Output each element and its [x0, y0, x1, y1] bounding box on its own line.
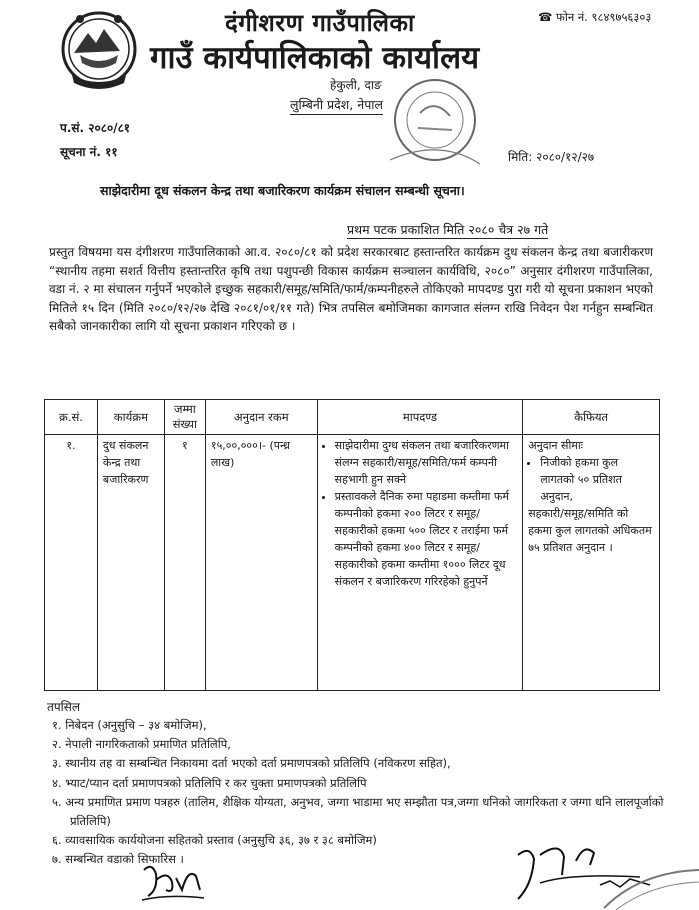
- reference-number: प.सं. २०८०/८१: [60, 121, 131, 135]
- annex-item: ४. भ्याट/प्यान दर्ता प्रमाणपत्रको प्रतिलिपि र कर चुक्ता प्रमाणपत्रको प्रतिलिपि: [52, 775, 367, 790]
- criteria-item: • प्रस्तावकले दैनिक रुमा पहाडमा कम्तीमा फर्म कम्पनीको हकमा २०० लिटर र समूह/सहकारीको हकमा ५०० लिटर र तराईमा फर्म कम्पनीको हकमा ४०० लिटर र समूह/सहकारीको हकमा कम्तीमा १००० लिटर दूध संकलन र बजारिकरण गरिरहेको हुनुपर्ने: [335, 488, 518, 590]
- notice-date: मिति: २०८०/१२/२७: [508, 150, 595, 164]
- office-name: गाउँ कार्यपालिकाको कार्यालय: [150, 40, 480, 76]
- row-amount: १५,००,०००।- (पन्ध्र लाख): [205, 435, 317, 691]
- phone-number: ☎ फोन नं. ९८४९७५६३०३: [538, 10, 652, 24]
- published-date: प्रथम पटक प्रकाशित मिति २०८० चैत्र २७ गते: [347, 222, 549, 237]
- annex-item: ७. सम्बन्धित वडाको सिफारिस ।: [52, 852, 184, 867]
- annex-item: ६. व्यावसायिक कार्ययोजना सहितको प्रस्ताव (अनुसुचि ३६, ३७ र ३८ बमोजिम): [52, 833, 377, 848]
- notice-number: सूचना नं. ११: [60, 145, 118, 159]
- remarks-heading: अनुदान सीमाः: [528, 439, 583, 452]
- municipality-name: दंगीशरण गाउँपालिका: [225, 9, 415, 37]
- annex-item: ३. स्थानीय तह वा सम्बन्धित निकायमा दर्ता भएको दर्ता प्रमाणपत्रको प्रतिलिपि (नविकरण सहित),: [52, 756, 451, 771]
- row-criteria: [317, 435, 523, 691]
- row-remarks: [523, 435, 660, 691]
- row-sn: १.: [45, 435, 98, 691]
- annex-title: तपसिल: [47, 700, 81, 714]
- header-remarks: कैफियत: [523, 400, 660, 435]
- nepal-emblem-logo: [58, 5, 140, 95]
- header-program: कार्यक्रम: [97, 400, 164, 435]
- table-header-row: [45, 400, 660, 435]
- header-sn: क्र.सं.: [45, 400, 98, 435]
- notice-subject: साझेदारीमा दूध संकलन केन्द्र तथा बजारिकरण कार्यक्रम संचालन सम्बन्धी सूचना।: [100, 183, 465, 198]
- office-stamp: [380, 68, 490, 173]
- remarks-item: सहकारी/समूह/समिति को हकमा कुल लागतको अधिकतम ७५ प्रतिशत अनुदान ।: [528, 507, 652, 554]
- table-row: [45, 435, 660, 691]
- annex-item: २. नेपाली नागरिकताको प्रमाणित प्रतिलिपि,: [52, 737, 231, 752]
- program-table: [44, 399, 660, 691]
- signature-left: [138, 860, 208, 906]
- remarks-item: • निजीको हकमा कुल लागतको ५० प्रतिशत अनुदान,: [540, 454, 654, 505]
- address-line-2: लुम्बिनी प्रदेश, नेपाल: [290, 96, 383, 115]
- header-criteria: मापदण्ड: [317, 400, 523, 435]
- annex-item: १. निबेदन (अनुसुचि – ३४ बमोजिम),: [52, 718, 207, 732]
- row-program: दुध संकलन केन्द्र तथा बजारिकरण: [97, 435, 164, 691]
- criteria-item: • साझेदारीमा दुग्ध संकलन तथा बजारिकरणमा संलग्न सहकारी/समूह/समिति/फर्म कम्पनी सहभागी हुन सक्ने: [335, 437, 518, 488]
- office-stamp-bottom: [600, 862, 699, 910]
- annex-item: ५. अन्य प्रमाणित प्रमाण पत्रहरु (तालिम, शैक्षिक योग्यता, अनुभव, जग्गा भाडामा भए सम्झौता पत्र,जग्गा धनिको जागरिकता र जग्गा धनि लालपूर्जाको प्रतिलिपि): [52, 794, 664, 829]
- header-count: जम्मा संख्या: [164, 400, 205, 435]
- row-count: १: [164, 435, 205, 691]
- address-line-1: हेकुली, दाङ: [330, 78, 382, 92]
- notice-body: प्रस्तुत विषयमा यस दंगीशरण गाउँपालिकाको आ.व. २०८०/८१ को प्रदेश सरकारबाट हस्तान्तरित कार्यक्रम दुध संकलन केन्द्र तथा बजारीकरण “स्थानीय तहमा सशर्त वित्तीय हस्तान्तरित कृषि तथा पशुपन्छी विकास कार्यक्रम सञ्चालन कार्यविधि, २०८०” अनुसार दंगीशरण गाउँपालिका, वडा नं. २ मा संचालन गर्नुपर्ने भएकोले इच्छुक सहकारी/समूह/समिति/फार्म/कम्पनीहरुले तोकिएको मापदण्ड पुरा गरी यो सूचना प्रकाशन भएको मितिले १५ दिन (मिति २०८०/१२/२७ देखि २०८१/०१/११ गते) भित्र तपसिल बमोजिमका कागजात संलग्न राखि निवेदन पेश गर्नहुन सम्बन्धित सबैको जानकारीका लागि यो सूचना प्रकाशन गरिएको छ ।: [49, 245, 653, 334]
- header-amount: अनुदान रकम: [205, 400, 317, 435]
